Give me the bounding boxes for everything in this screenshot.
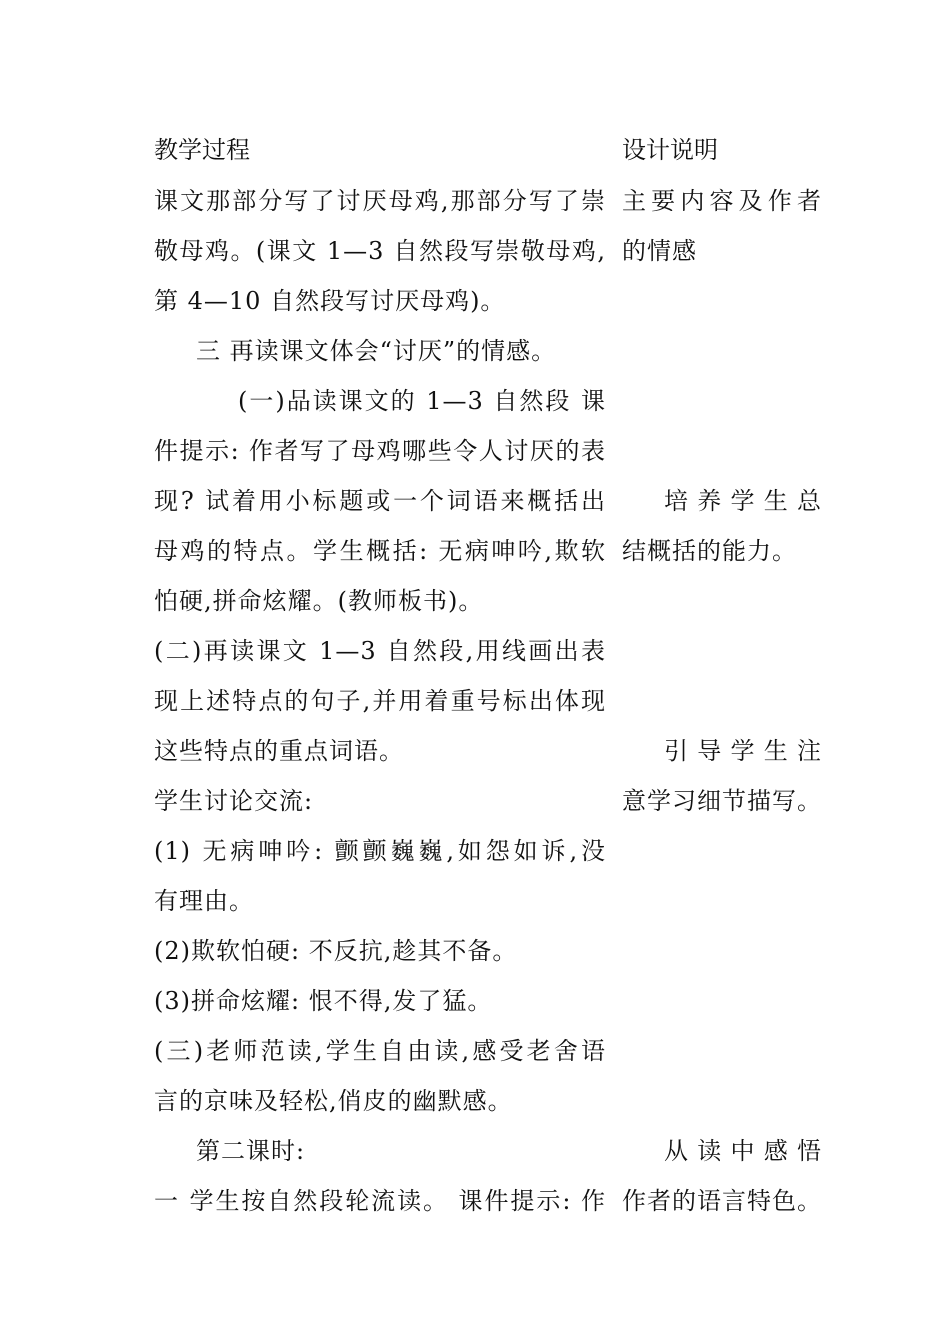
note-line: 主要内容及作者 [622,187,822,215]
text-line: (二)再读课文 1—3 自然段,用线画出表 [154,637,606,665]
text-line: 敬母鸡。(课文 1—3 自然段写崇敬母鸡, [154,237,606,265]
note-line: 的情感 [622,237,697,265]
note-line: 结概括的能力。 [622,537,797,565]
section-heading: 第二课时: [196,1137,306,1165]
list-item: (2)欺软怕硬: 不反抗,趁其不备。 [154,937,518,965]
text-line: 件提示: 作者写了母鸡哪些令人讨厌的表 [154,437,606,465]
header-design-notes: 设计说明 [622,136,718,164]
text-line: (三)老师范读,学生自由读,感受老舍语 [154,1037,606,1065]
list-item: (1) 无病呻吟: 颤颤巍巍,如怨如诉,没 [154,837,606,865]
text-line: 课文那部分写了讨厌母鸡,那部分写了崇 [154,187,606,215]
list-item: (3)拼命炫耀: 恨不得,发了猛。 [154,987,493,1015]
teaching-process-column [154,176,606,1226]
note-line: 培养学生总 [664,487,822,515]
text-line: 母鸡的特点。学生概括: 无病呻吟,欺软 [154,537,606,565]
header-teaching-process: 教学过程 [154,136,250,164]
text-line: 现上述特点的句子,并用着重号标出体现 [154,687,606,715]
note-line: 引导学生注 [664,737,822,765]
text-line: (一)品读课文的 1—3 自然段 课 [238,387,606,415]
design-notes-column [622,176,822,1226]
note-line: 意学习细节描写。 [622,787,822,815]
text-line: 言的京味及轻松,俏皮的幽默感。 [154,1087,513,1115]
text-line: 学生讨论交流: [154,787,314,815]
text-line: 这些特点的重点词语。 [154,737,404,765]
table-header [0,130,950,170]
text-line: 第 4—10 自然段写讨厌母鸡)。 [154,287,506,315]
text-line: 现? 试着用小标题或一个词语来概括出 [154,487,606,515]
text-line: 一 学生按自然段轮流读。 课件提示: 作 [154,1187,606,1215]
text-line: 有理由。 [154,887,254,915]
note-line: 作者的语言特色。 [622,1187,822,1215]
section-heading: 三 再读课文体会“讨厌”的情感。 [196,337,557,365]
note-line: 从读中感悟 [664,1137,822,1165]
text-line: 怕硬,拼命炫耀。(教师板书)。 [154,587,484,615]
